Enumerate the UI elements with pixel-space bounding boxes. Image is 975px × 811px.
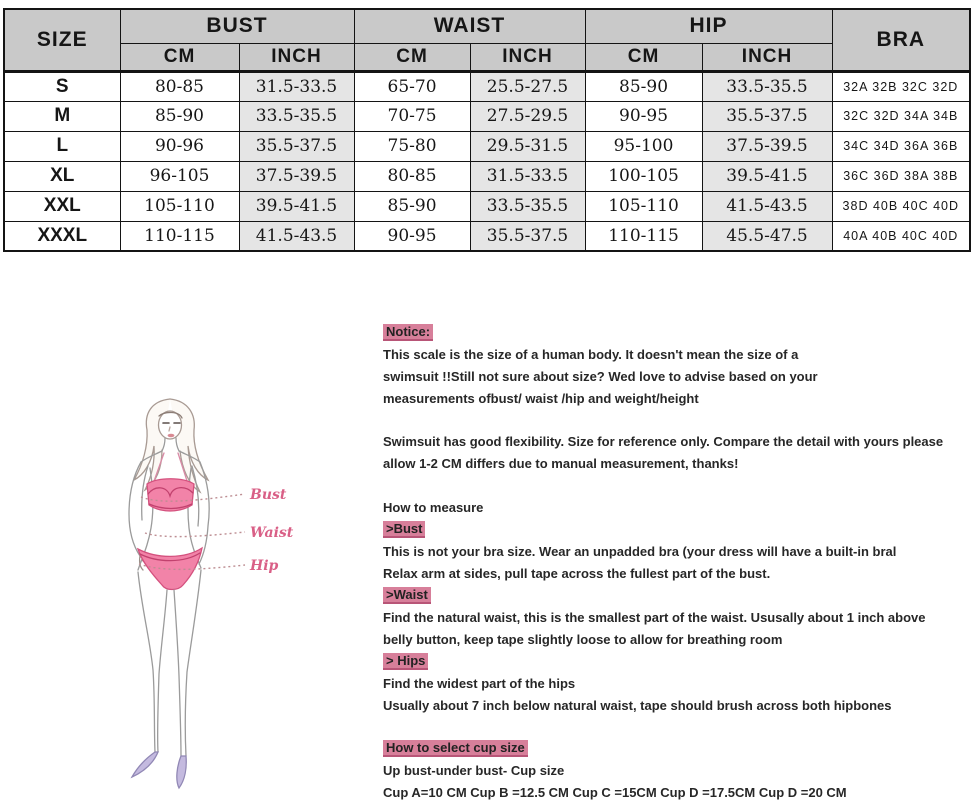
cell-waist_inch: 27.5-29.5 [470, 101, 585, 131]
cell-bust_cm: 90-96 [120, 131, 239, 161]
header-size: SIZE [4, 9, 120, 71]
header-hip: HIP [585, 9, 832, 43]
flexibility-line: allow 1-2 CM differs due to manual measurement, thanks! [383, 455, 739, 471]
cell-bust_cm: 85-90 [120, 101, 239, 131]
cell-bust_inch: 31.5-33.5 [239, 71, 354, 101]
cell-waist_inch: 31.5-33.5 [470, 161, 585, 191]
waist-dotted-line [145, 532, 245, 537]
cell-size: M [4, 101, 120, 131]
hip-label: Hip [250, 558, 279, 574]
table-row [4, 131, 970, 161]
cell-size: XXXL [4, 221, 120, 251]
cell-waist_cm: 85-90 [354, 191, 470, 221]
waist-instruction-line: Find the natural waist, this is the smallest part of the waist. Ususally about 1 inch above [383, 609, 926, 625]
cell-hip_inch: 45.5-47.5 [702, 221, 832, 251]
cell-waist_inch: 29.5-31.5 [470, 131, 585, 161]
cell-bust_inch: 35.5-37.5 [239, 131, 354, 161]
cell-hip_cm: 110-115 [585, 221, 702, 251]
cell-bust_cm: 110-115 [120, 221, 239, 251]
cup-size-line: Up bust-under bust- Cup size [383, 762, 565, 778]
waist-instruction-line: belly button, keep tape slightly loose to allow for breathing room [383, 631, 783, 647]
header-hip-cm: CM [585, 43, 702, 71]
notice-body-line: measurements ofbust/ waist /hip and weight/height [383, 390, 699, 406]
notice-title: Notice: [383, 324, 433, 341]
header-hip-inch: INCH [702, 43, 832, 71]
cell-waist_cm: 75-80 [354, 131, 470, 161]
table-body [4, 71, 970, 251]
cell-bust_inch: 37.5-39.5 [239, 161, 354, 191]
header-bust: BUST [120, 9, 354, 43]
cell-waist_cm: 90-95 [354, 221, 470, 251]
table-row [4, 221, 970, 251]
header-bust-cm: CM [120, 43, 239, 71]
cell-waist_cm: 70-75 [354, 101, 470, 131]
notice-section [383, 321, 975, 803]
cell-waist_cm: 80-85 [354, 161, 470, 191]
header-bust-inch: INCH [239, 43, 354, 71]
cell-bust_inch: 33.5-35.5 [239, 101, 354, 131]
cell-bust_cm: 105-110 [120, 191, 239, 221]
hips-heading: > Hips [383, 653, 428, 670]
header-waist: WAIST [354, 9, 585, 43]
table-row [4, 161, 970, 191]
cell-size: L [4, 131, 120, 161]
cell-hip_cm: 95-100 [585, 131, 702, 161]
flexibility-line: Swimsuit has good flexibility. Size for reference only. Compare the detail with yours please [383, 433, 944, 449]
cell-bra: 38D 40B 40C 40D [832, 191, 970, 221]
cell-waist_cm: 65-70 [354, 71, 470, 101]
cell-size: XXL [4, 191, 120, 221]
notice-body-line: This scale is the size of a human body. It doesn't mean the size of a [383, 346, 799, 362]
cell-bust_inch: 41.5-43.5 [239, 221, 354, 251]
cell-waist_inch: 33.5-35.5 [470, 191, 585, 221]
header-waist-cm: CM [354, 43, 470, 71]
cell-hip_inch: 37.5-39.5 [702, 131, 832, 161]
cell-bust_inch: 39.5-41.5 [239, 191, 354, 221]
table-header [4, 9, 970, 71]
bust-heading: >Bust [383, 521, 425, 538]
cell-bust_cm: 80-85 [120, 71, 239, 101]
waist-heading: >Waist [383, 587, 431, 604]
cell-waist_inch: 25.5-27.5 [470, 71, 585, 101]
waist-label: Waist [250, 525, 294, 541]
cell-hip_cm: 105-110 [585, 191, 702, 221]
hips-instruction-line: Find the widest part of the hips [383, 675, 576, 691]
figure-illustration [95, 396, 305, 801]
cell-hip_inch: 39.5-41.5 [702, 161, 832, 191]
cell-bra: 34C 34D 36A 36B [832, 131, 970, 161]
bust-label: Bust [250, 487, 287, 503]
cell-hip_inch: 33.5-35.5 [702, 71, 832, 101]
cell-size: S [4, 71, 120, 101]
table-row [4, 71, 970, 101]
cell-size: XL [4, 161, 120, 191]
cell-bra: 32C 32D 34A 34B [832, 101, 970, 131]
cell-waist_inch: 35.5-37.5 [470, 221, 585, 251]
header-bra: BRA [832, 9, 970, 71]
table-row [4, 101, 970, 131]
how-to-measure-heading: How to measure [383, 499, 484, 515]
cup-size-heading: How to select cup size [383, 740, 528, 757]
cell-bra: 32A 32B 32C 32D [832, 71, 970, 101]
cup-size-line: Cup A=10 CM Cup B =12.5 CM Cup C =15CM Cup D =17.5CM Cup D =20 CM [383, 784, 847, 800]
cell-hip_cm: 100-105 [585, 161, 702, 191]
measurement-figure [95, 396, 305, 801]
cell-bust_cm: 96-105 [120, 161, 239, 191]
cell-hip_inch: 41.5-43.5 [702, 191, 832, 221]
header-waist-inch: INCH [470, 43, 585, 71]
size-chart-table [3, 8, 971, 252]
bust-instruction-line: Relax arm at sides, pull tape across the fullest part of the bust. [383, 565, 771, 581]
bust-instruction-line: This is not your bra size. Wear an unpadded bra (your dress will have a built-in bral [383, 543, 897, 559]
cell-hip_inch: 35.5-37.5 [702, 101, 832, 131]
hips-instruction-line: Usually about 7 inch below natural waist, tape should brush across both hipbones [383, 697, 892, 713]
cell-hip_cm: 85-90 [585, 71, 702, 101]
size-table-section [3, 8, 971, 252]
cell-bra: 36C 36D 38A 38B [832, 161, 970, 191]
cell-bra: 40A 40B 40C 40D [832, 221, 970, 251]
cell-hip_cm: 90-95 [585, 101, 702, 131]
notice-body-line: swimsuit !!Still not sure about size? Wed love to advise based on your [383, 368, 818, 384]
table-row [4, 191, 970, 221]
